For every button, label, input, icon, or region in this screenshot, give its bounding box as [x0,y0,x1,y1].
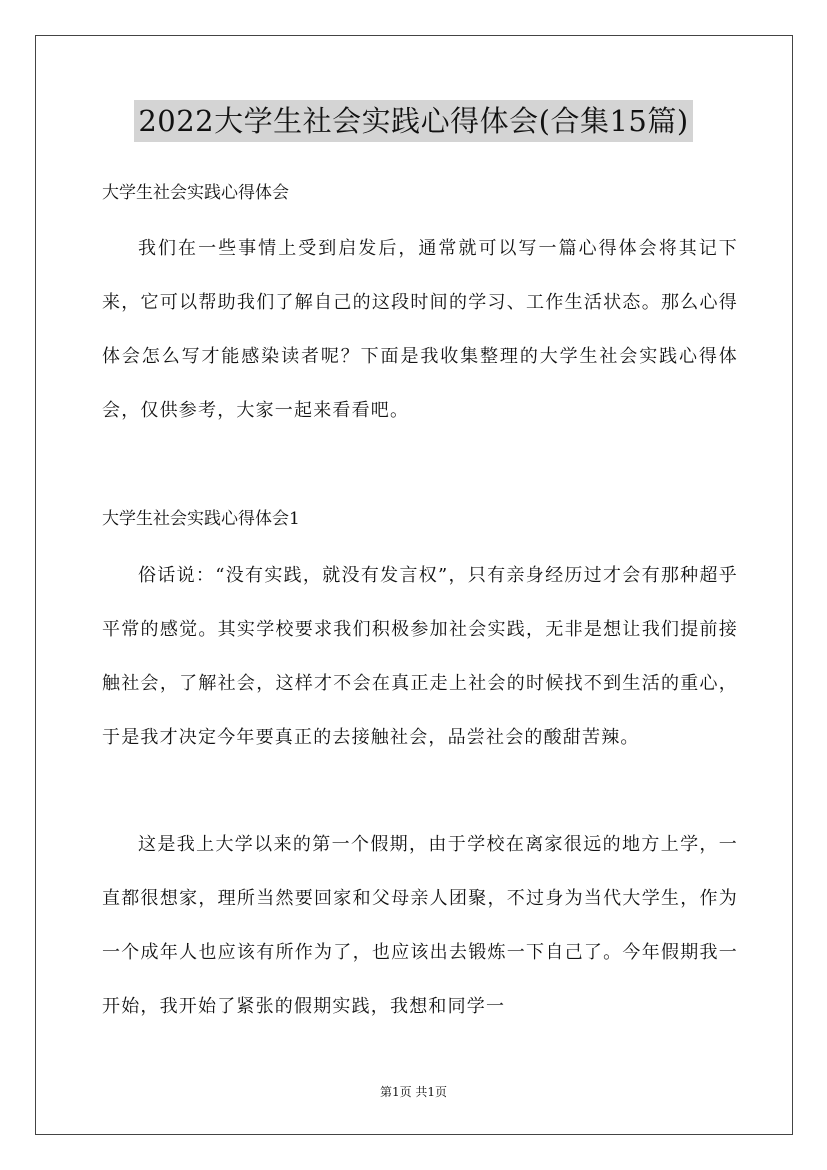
page-footer: 第1页 共1页 [379,1085,448,1099]
section-heading: 大学生社会实践心得体会1 [102,509,300,529]
intro-heading: 大学生社会实践心得体会 [102,183,289,203]
intro-paragraph: 我们在一些事情上受到启发后，通常就可以写一篇心得体会将其记下来，它可以帮助我们了解自己的这段时间的学习、工作生活状态。那么心得体会怎么写才能感染读者呢？下面是我收集整理的大学生社会实践心得体会，仅供参考，大家一起来看看吧。 [102,238,738,421]
paragraph: 俗话说：“没有实践，就没有发言权”，只有亲身经历过才会有那种超乎平常的感觉。其实学校要求我们积极参加社会实践，无非是想让我们提前接触社会，了解社会，这样才不会在真正走上社会的时候找不到生活的重心，于是我才决定今年要真正的去接触社会，品尝社会的酸甜苦辣。 [102,565,738,748]
title-container [0,100,827,142]
document-title: 2022大学生社会实践心得体会(合集15篇) [134,100,692,142]
paragraph: 这是我上大学以来的第一个假期，由于学校在离家很远的地方上学，一直都很想家，理所当然要回家和父母亲人团聚，不过身为当代大学生，作为一个成年人也应该有所作为了，也应该出去锻炼一下自己了。今年假期我一开始，我开始了紧张的假期实践，我想和同学一 [102,834,738,1017]
